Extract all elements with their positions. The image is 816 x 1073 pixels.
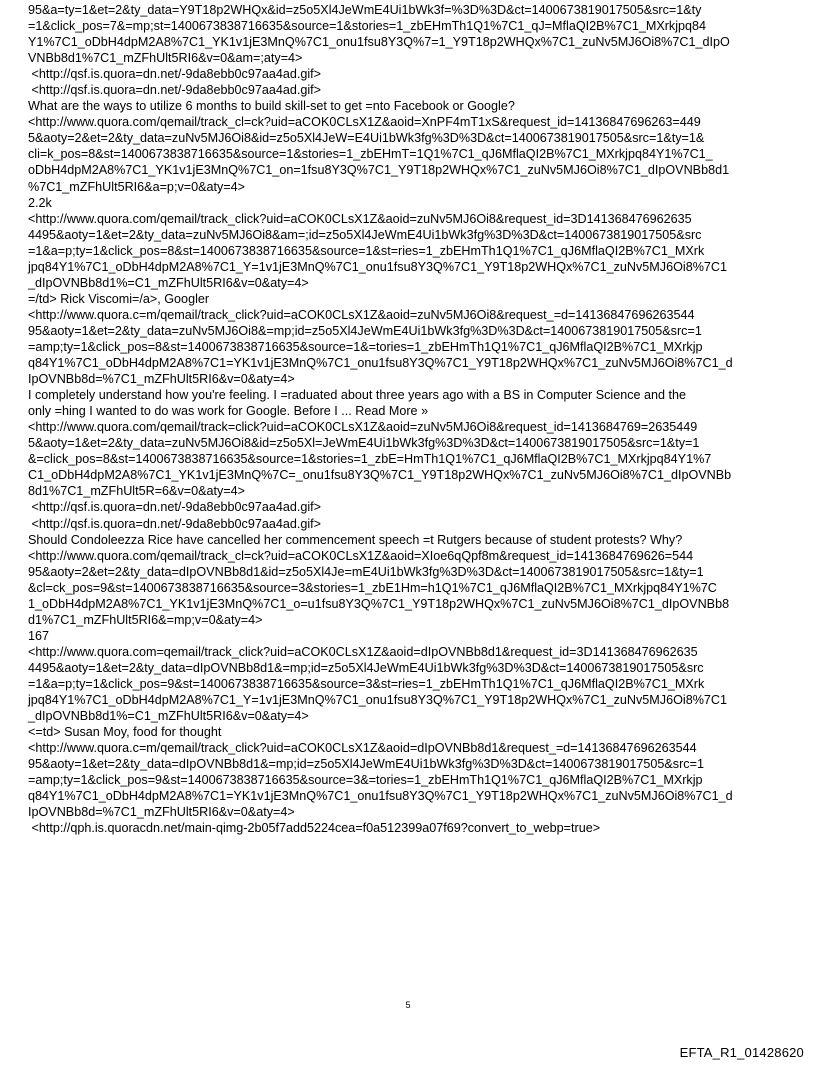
- text-line: =amp;ty=1&click_pos=8&st=1400673838716635&source=1&=tories=1_zbEHmTh1Q1%7C1_qJ6MflaQI2B%7C1_MXrkjp: [28, 339, 703, 354]
- text-line: 8d1%7C1_mZFhUlt5R=6&v=0&aty=4>: [28, 484, 246, 499]
- text-line: only =hing I wanted to do was work for Google. Before I ... Read More »: [28, 404, 429, 419]
- text-line: <http://qsf.is.quora=dn.net/-9da8ebb0c97aa4ad.gif>: [28, 67, 322, 82]
- text-line: _dIpOVNBb8d1%=C1_mZFhUlt5RI6&v=0&aty=4>: [28, 275, 309, 290]
- text-line: 4495&aoty=1&et=2&ty_data=dIpOVNBb8d1&=mp;id=z5o5Xl4JeWmE4Ui1bWk3fg%3D%3D&ct=1400673819017505&src: [28, 660, 704, 675]
- text-line: <http://qph.is.quoracdn.net/main-qimg-2b05f7add5224cea=f0a512399a07f69?convert_to_webp=true>: [28, 821, 601, 836]
- text-line: IpOVNBb8d=%7C1_mZFhUlt5RI6&v=0&aty=4>: [28, 805, 295, 820]
- text-line: =1&click_pos=7&=mp;st=1400673838716635&source=1&stories=1_zbEHmTh1Q1%7C1_qJ=MflaQI2B%7C1_MXrkjpq84: [28, 19, 707, 34]
- text-line: 95&a=ty=1&et=2&ty_data=Y9T18p2WHQx&id=z5o5Xl4JeWmE4Ui1bWk3f=%3D%3D&ct=1400673819017505&src=1&ty: [28, 3, 702, 17]
- text-line: d1%7C1_mZFhUlt5RI6&=mp;v=0&aty=4>: [28, 612, 263, 627]
- text-line: C1_oDbH4dpM2A8%7C1_YK1v1jE3MnQ%7C=_onu1fsu8Y3Q%7C1_Y9T18p2WHQx%7C1_zuNv5MJ6Oi8%7C1_dIpOVNBb: [28, 468, 732, 483]
- text-line: q84Y1%7C1_oDbH4dpM2A8%7C1=YK1v1jE3MnQ%7C1_onu1fsu8Y3Q%7C1_Y9T18p2WHQx%7C1_zuNv5MJ6Oi8%7C1_d: [28, 356, 733, 371]
- text-line: <http://www.quora.com/qemail/track_cl=ck?uid=aCOK0CLsX1Z&aoid=XIoe6qQpf8m&request_id=1413684769626=544: [28, 548, 694, 563]
- document-body: [28, 2, 790, 836]
- text-line: &=click_pos=8&st=1400673838716635&source=1&stories=1_zbE=HmTh1Q1%7C1_qJ6MflaQI2B%7C1_MXrkjpq84Y1%7: [28, 452, 712, 467]
- text-line: q84Y1%7C1_oDbH4dpM2A8%7C1=YK1v1jE3MnQ%7C1_onu1fsu8Y3Q%7C1_Y9T18p2WHQx%7C1_zuNv5MJ6Oi8%7C1_d: [28, 789, 733, 804]
- text-line: oDbH4dpM2A8%7C1_YK1v1jE3MnQ%7C1_on=1fsu8Y3Q%7C1_Y9T18p2WHQx%7C1_zuNv5MJ6Oi8%7C1_dIpOVNBb8d1: [28, 163, 730, 178]
- text-line: Y1%7C1_oDbH4dpM2A8%7C1_YK1v1jE3MnQ%7C1_onu1fsu8Y3Q%7=1_Y9T18p2WHQx%7C1_zuNv5MJ6Oi8%7C1_dIpO: [28, 35, 730, 50]
- text-line: What are the ways to utilize 6 months to build skill-set to get =nto Facebook or Google?: [28, 99, 515, 114]
- text-line: VNBb8d1%7C1_mZFhUlt5RI6&v=0&am=;aty=4>: [28, 51, 303, 66]
- text-line: <http://www.quora.c=m/qemail/track_click?uid=aCOK0CLsX1Z&aoid=zuNv5MJ6Oi8&request_=d=14136847696263544: [28, 307, 695, 322]
- text-line: <http://qsf.is.quora=dn.net/-9da8ebb0c97aa4ad.gif>: [28, 83, 322, 98]
- text-line: <http://qsf.is.quora=dn.net/-9da8ebb0c97aa4ad.gif>: [28, 500, 322, 515]
- text-line: <http://www.quora.com/qemail/track_cl=ck?uid=aCOK0CLsX1Z&aoid=XnPF4mT1xS&request_id=14136847696263=449: [28, 115, 701, 130]
- text-line: 5&aoty=2&et=2&ty_data=zuNv5MJ6Oi8&id=z5o5Xl4JeW=E4Ui1bWk3fg%3D%3D&ct=1400673819017505&src=1&ty=1&: [28, 131, 705, 146]
- text-line: <=td> Susan Moy, food for thought: [28, 725, 222, 740]
- text-line: I completely understand how you're feeling. I =raduated about three years ago with a BS in Computer Science and the: [28, 388, 687, 403]
- text-line: Should Condoleezza Rice have cancelled her commencement speech =t Rutgers because of student protests? Why?: [28, 532, 683, 547]
- text-line: =amp;ty=1&click_pos=9&st=1400673838716635&source=3&=tories=1_zbEHmTh1Q1%7C1_qJ6MflaQI2B%7C1_MXrkjp: [28, 773, 703, 788]
- text-line: IpOVNBb8d=%7C1_mZFhUlt5RI6&v=0&aty=4>: [28, 372, 295, 387]
- text-line: 167: [28, 628, 50, 643]
- text-line: _dIpOVNBb8d1%=C1_mZFhUlt5RI6&v=0&aty=4>: [28, 709, 309, 724]
- text-line: 95&aoty=2&et=2&ty_data=dIpOVNBb8d1&id=z5o5Xl4Je=mE4Ui1bWk3fg%3D%3D&ct=1400673819017505&src=1&ty=1: [28, 564, 704, 579]
- text-line: 4495&aoty=1&et=2&ty_data=zuNv5MJ6Oi8&am=;id=z5o5Xl4JeWmE4Ui1bWk3fg%3D%3D&ct=1400673819017505&src: [28, 227, 702, 242]
- text-line: =/td> Rick Viscomi=/a>, Googler: [28, 291, 210, 306]
- text-line: 95&aoty=1&et=2&ty_data=dIpOVNBb8d1&=mp;id=z5o5Xl4JeWmE4Ui1bWk3fg%3D%3D&ct=1400673819017505&src=1: [28, 757, 704, 772]
- text-line: <http://www.quora.com/qemail/track_click?uid=aCOK0CLsX1Z&aoid=zuNv5MJ6Oi8&request_id=3D141368476962635: [28, 211, 692, 226]
- text-line: 5&aoty=1&et=2&ty_data=zuNv5MJ6Oi8&id=z5o5Xl=JeWmE4Ui1bWk3fg%3D%3D&ct=1400673819017505&src=1&ty=1: [28, 436, 700, 451]
- text-line: 2.2k: [28, 195, 52, 210]
- text-line: <http://qsf.is.quora=dn.net/-9da8ebb0c97aa4ad.gif>: [28, 516, 322, 531]
- text-line: 95&aoty=1&et=2&ty_data=zuNv5MJ6Oi8&=mp;id=z5o5Xl4JeWmE4Ui1bWk3fg%3D%3D&ct=1400673819017505&src=1: [28, 323, 702, 338]
- text-line: jpq84Y1%7C1_oDbH4dpM2A8%7C1_Y=1v1jE3MnQ%7C1_onu1fsu8Y3Q%7C1_Y9T18p2WHQx%7C1_zuNv5MJ6Oi8%7C1: [28, 693, 727, 708]
- text-line: jpq84Y1%7C1_oDbH4dpM2A8%7C1_Y=1v1jE3MnQ%7C1_onu1fsu8Y3Q%7C1_Y9T18p2WHQx%7C1_zuNv5MJ6Oi8%7C1: [28, 259, 727, 274]
- text-line: cli=k_pos=8&st=1400673838716635&source=1&stories=1_zbEHmT=1Q1%7C1_qJ6MflaQI2B%7C1_MXrkjpq84Y1%7C1_: [28, 147, 713, 162]
- text-line: &cl=ck_pos=9&st=1400673838716635&source=3&stories=1_zbE1Hm=h1Q1%7C1_qJ6MflaQI2B%7C1_MXrkjpq84Y1%7C: [28, 580, 717, 595]
- text-line: %7C1_mZFhUlt5RI6&a=p;v=0&aty=4>: [28, 179, 246, 194]
- text-line: <http://www.quora.com/qemail/track=click?uid=aCOK0CLsX1Z&aoid=zuNv5MJ6Oi8&request_id=1413684769=2635449: [28, 420, 698, 435]
- text-line: =1&a=p;ty=1&click_pos=8&st=1400673838716635&source=1&st=ries=1_zbEHmTh1Q1%7C1_qJ6MflaQI2B%7C1_MXrk: [28, 243, 705, 258]
- text-line: <http://www.quora.com=qemail/track_click?uid=aCOK0CLsX1Z&aoid=dIpOVNBb8d1&request_id=3D141368476962635: [28, 644, 698, 659]
- text-line: 1_oDbH4dpM2A8%7C1_YK1v1jE3MnQ%7C1_o=u1fsu8Y3Q%7C1_Y9T18p2WHQx%7C1_zuNv5MJ6Oi8%7C1_dIpOVNBb8: [28, 596, 730, 611]
- page-number: 5: [405, 1000, 411, 1010]
- text-line: =1&a=p;ty=1&click_pos=9&st=1400673838716635&source=3&st=ries=1_zbEHmTh1Q1%7C1_qJ6MflaQI2B%7C1_MXrk: [28, 676, 705, 691]
- text-line: <http://www.quora.c=m/qemail/track_click?uid=aCOK0CLsX1Z&aoid=dIpOVNBb8d1&request_=d=14136847696263544: [28, 741, 697, 756]
- bates-number: EFTA_R1_01428620: [679, 1045, 804, 1060]
